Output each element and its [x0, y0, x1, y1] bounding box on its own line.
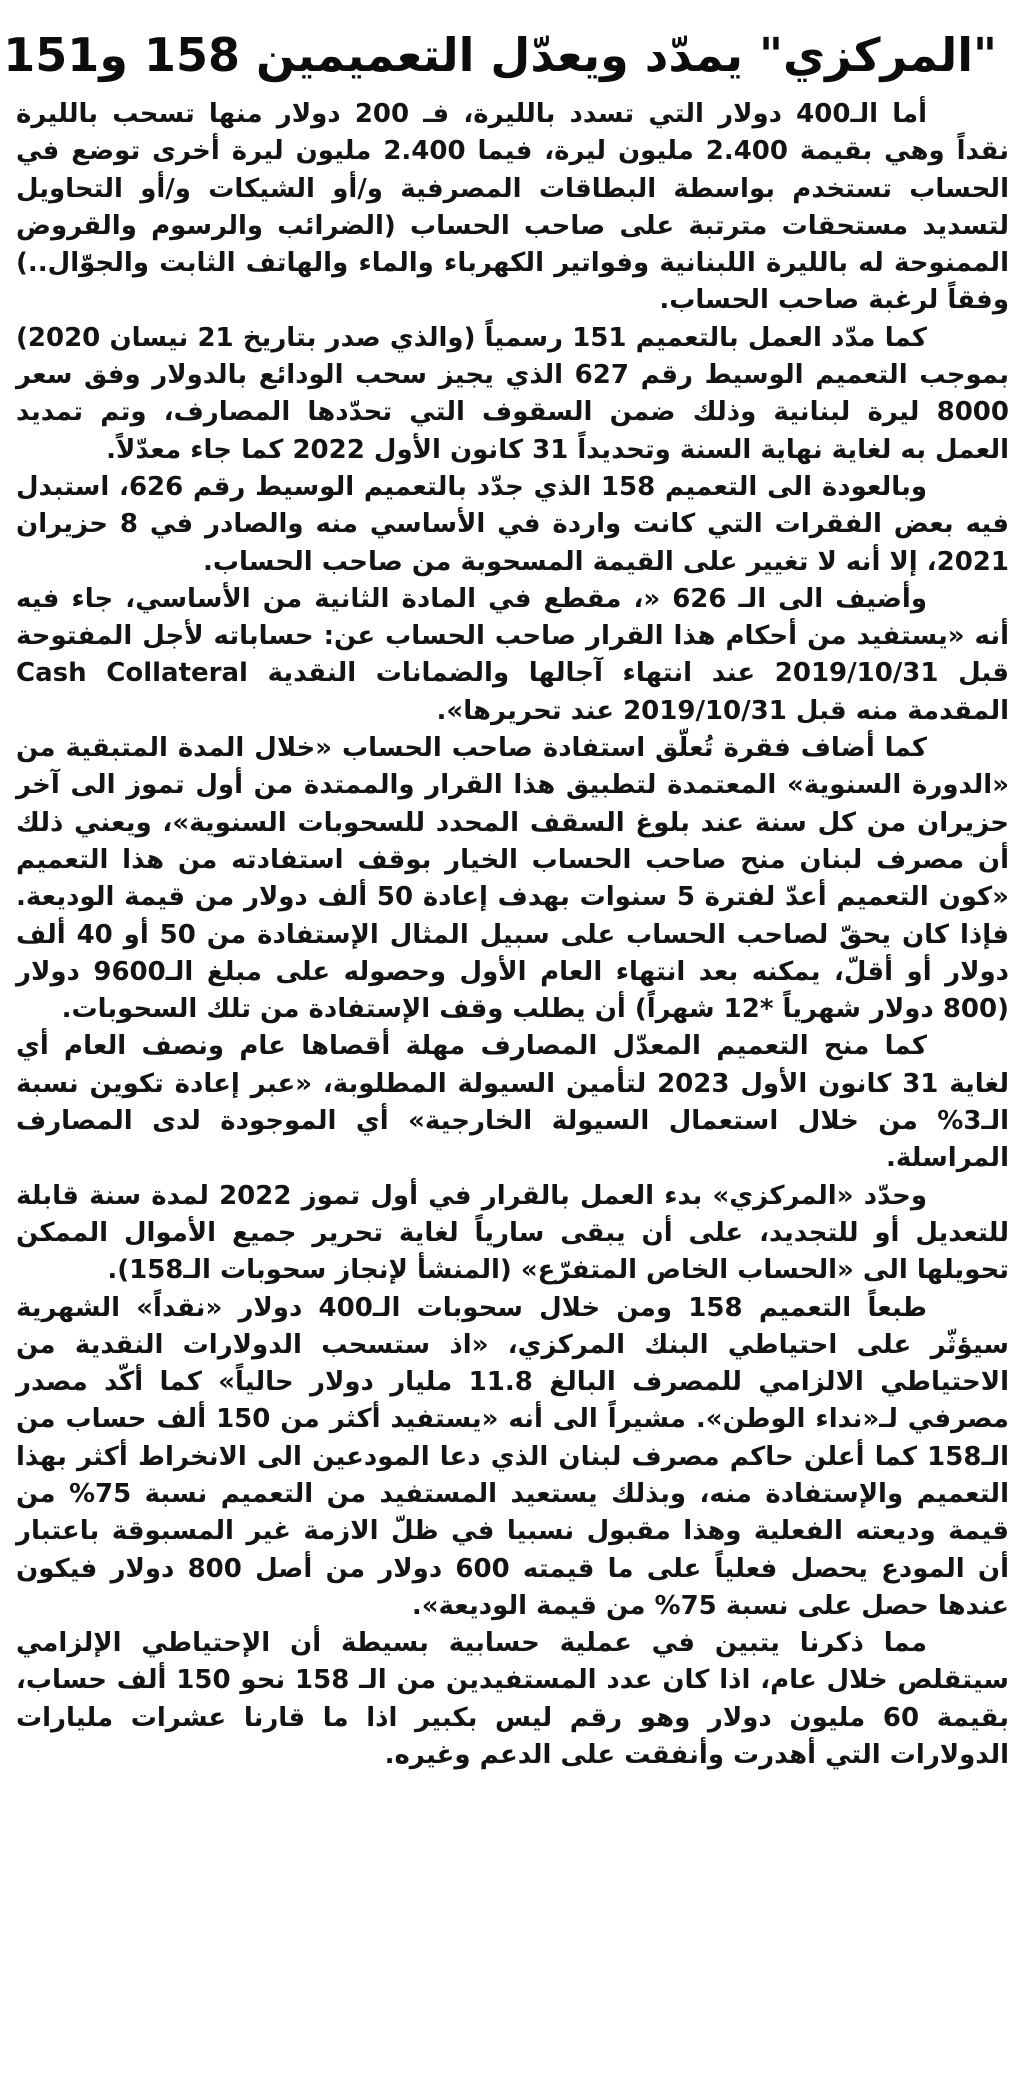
article-paragraph: مما ذكرنا يتبين في عملية حسابية بسيطة أن الإحتياطي الإلزامي سيتقلص خلال عام، اذا كان عدد المستفيدين من الـ 158 نحو 150 ألف حساب، بقيمة 60 مليون دولار وهو رقم ليس بكبير اذا ما قارنا عشرات مليارات الدولارات التي أهدرت وأنفقت على الدعم وغيره.: [16, 1628, 1009, 1771]
news-article: [3, 22, 1010, 1774]
article-paragraph: طبعاً التعميم 158 ومن خلال سحوبات الـ400 دولار «نقداً» الشهرية سيؤثّر على احتياطي البنك المركزي، «اذ ستسحب الدولارات النقدية من الاحتياطي الالزامي للمصرف البالغ 11.8 مليار دولار حالياً» كما أكّد مصدر مصرفي لـ«نداء الوطن». مشيراً الى أنه «يستفيد أكثر من 150 ألف حساب من الـ158 كما أعلن حاكم مصرف لبنان الذي دعا المودعين الى الانخراط أكثر بهذا التعميم والإستفادة منه، وبذلك يستعيد المستفيد من التعميم نسبة 75% من قيمة وديعته الفعلية وهذا مقبول نسبيا في ظلّ الازمة غير المسبوقة باعتبار أن المودع يحصل فعلياً على ما قيمته 600 دولار من أصل 800 دولار فيكون عندها حصل على نسبة 75% من قيمة الوديعة».: [16, 1292, 1010, 1621]
article-paragraph: وبالعودة الى التعميم 158 الذي جدّد بالتعميم الوسيط رقم 626، استبدل فيه بعض الفقرات التي كانت واردة في الأساسي منه والصادر في 8 حزيران 2021، إلا أنه لا تغيير على القيمة المسحوبة من صاحب الحساب.: [16, 471, 1009, 577]
article-paragraph: كما أضاف فقرة تُعلّق استفادة صاحب الحساب «خلال المدة المتبقية من «الدورة السنوية» المعتمدة لتطبيق هذا القرار والممتدة من أول تموز الى آخر حزيران من كل سنة عند بلوغ السقف المحدد للسحوبات السنوية»، ويعني ذلك أن مصرف لبنان منح صاحب الحساب الخيار بوقف استفادته من هذا التعميم «كون التعميم أعدّ لفترة 5 سنوات بهدف إعادة 50 ألف دولار من قيمة الوديعة. فإذا كان يحقّ لصاحب الحساب على سبيل المثال الإستفادة من 50 أو 40 ألف دولار أو أقلّ، يمكنه بعد انتهاء العام الأول وحصوله على مبلغ الـ9600 دولار (800 دولار شهرياً *12 شهراً) أن يطلب وقف الإستفادة من تلك السحوبات.: [16, 733, 1009, 1025]
article-paragraph: وحدّد «المركزي» بدء العمل بالقرار في أول تموز 2022 لمدة سنة قابلة للتعديل أو للتجديد، على أن يبقى سارياً لغاية تحرير جميع الأموال الممكن تحويلها الى «الحساب الخاص المتفرّع» (المنشأ لإنجاز سحوبات الـ158).: [16, 1180, 1009, 1286]
article-paragraph: كما مدّد العمل بالتعميم 151 رسمياً (والذي صدر بتاريخ 21 نيسان 2020) بموجب التعميم الوسيط رقم 627 الذي يجيز سحب الودائع بالدولار وفق سعر 8000 ليرة لبنانية وذلك ضمن السقوف التي تحدّدها المصارف، وتم تمديد العمل به لغاية نهاية السنة وتحديداً 31 كانون الأول 2022 كما جاء معدّلاً.: [16, 322, 1009, 465]
article-paragraph: كما منح التعميم المعدّل المصارف مهلة أقصاها عام ونصف العام أي لغاية 31 كانون الأول 2023 لتأمين السيولة المطلوبة، «عبر إعادة تكوين نسبة الـ3% من خلال استعمال السيولة الخارجية» أي الموجودة لدى المصارف المراسلة.: [16, 1031, 1009, 1174]
article-headline: "المركزي" يمدّد ويعدّل التعميمين 158 و151: [3, 28, 997, 82]
article-body: [16, 96, 1009, 1774]
article-paragraph: وأضيف الى الـ 626 «، مقطع في المادة الثانية من الأساسي، جاء فيه أنه «يستفيد من أحكام هذا القرار صاحب الحساب عن: حساباته لأجل المفتوحة قبل 2019/10/31 عند انتهاء آجالها والضمانات النقدية Cash Collateral المقدمة منه قبل 2019/10/31 عند تحريرها».: [16, 583, 1009, 726]
article-paragraph: أما الـ400 دولار التي تسدد بالليرة، فـ 200 دولار منها تسحب بالليرة نقداً وهي بقيمة 2.400 مليون ليرة، فيما 2.400 مليون ليرة أخرى توضع في الحساب تستخدم بواسطة البطاقات المصرفية و/أو الشيكات و/أو التحاويل لتسديد مستحقات مترتبة على صاحب الحساب (الضرائب والرسوم والقروض الممنوحة له بالليرة اللبنانية وفواتير الكهرباء والماء والهاتف الثابت والجوّال..) وفقاً لرغبة صاحب الحساب.: [16, 99, 1009, 316]
